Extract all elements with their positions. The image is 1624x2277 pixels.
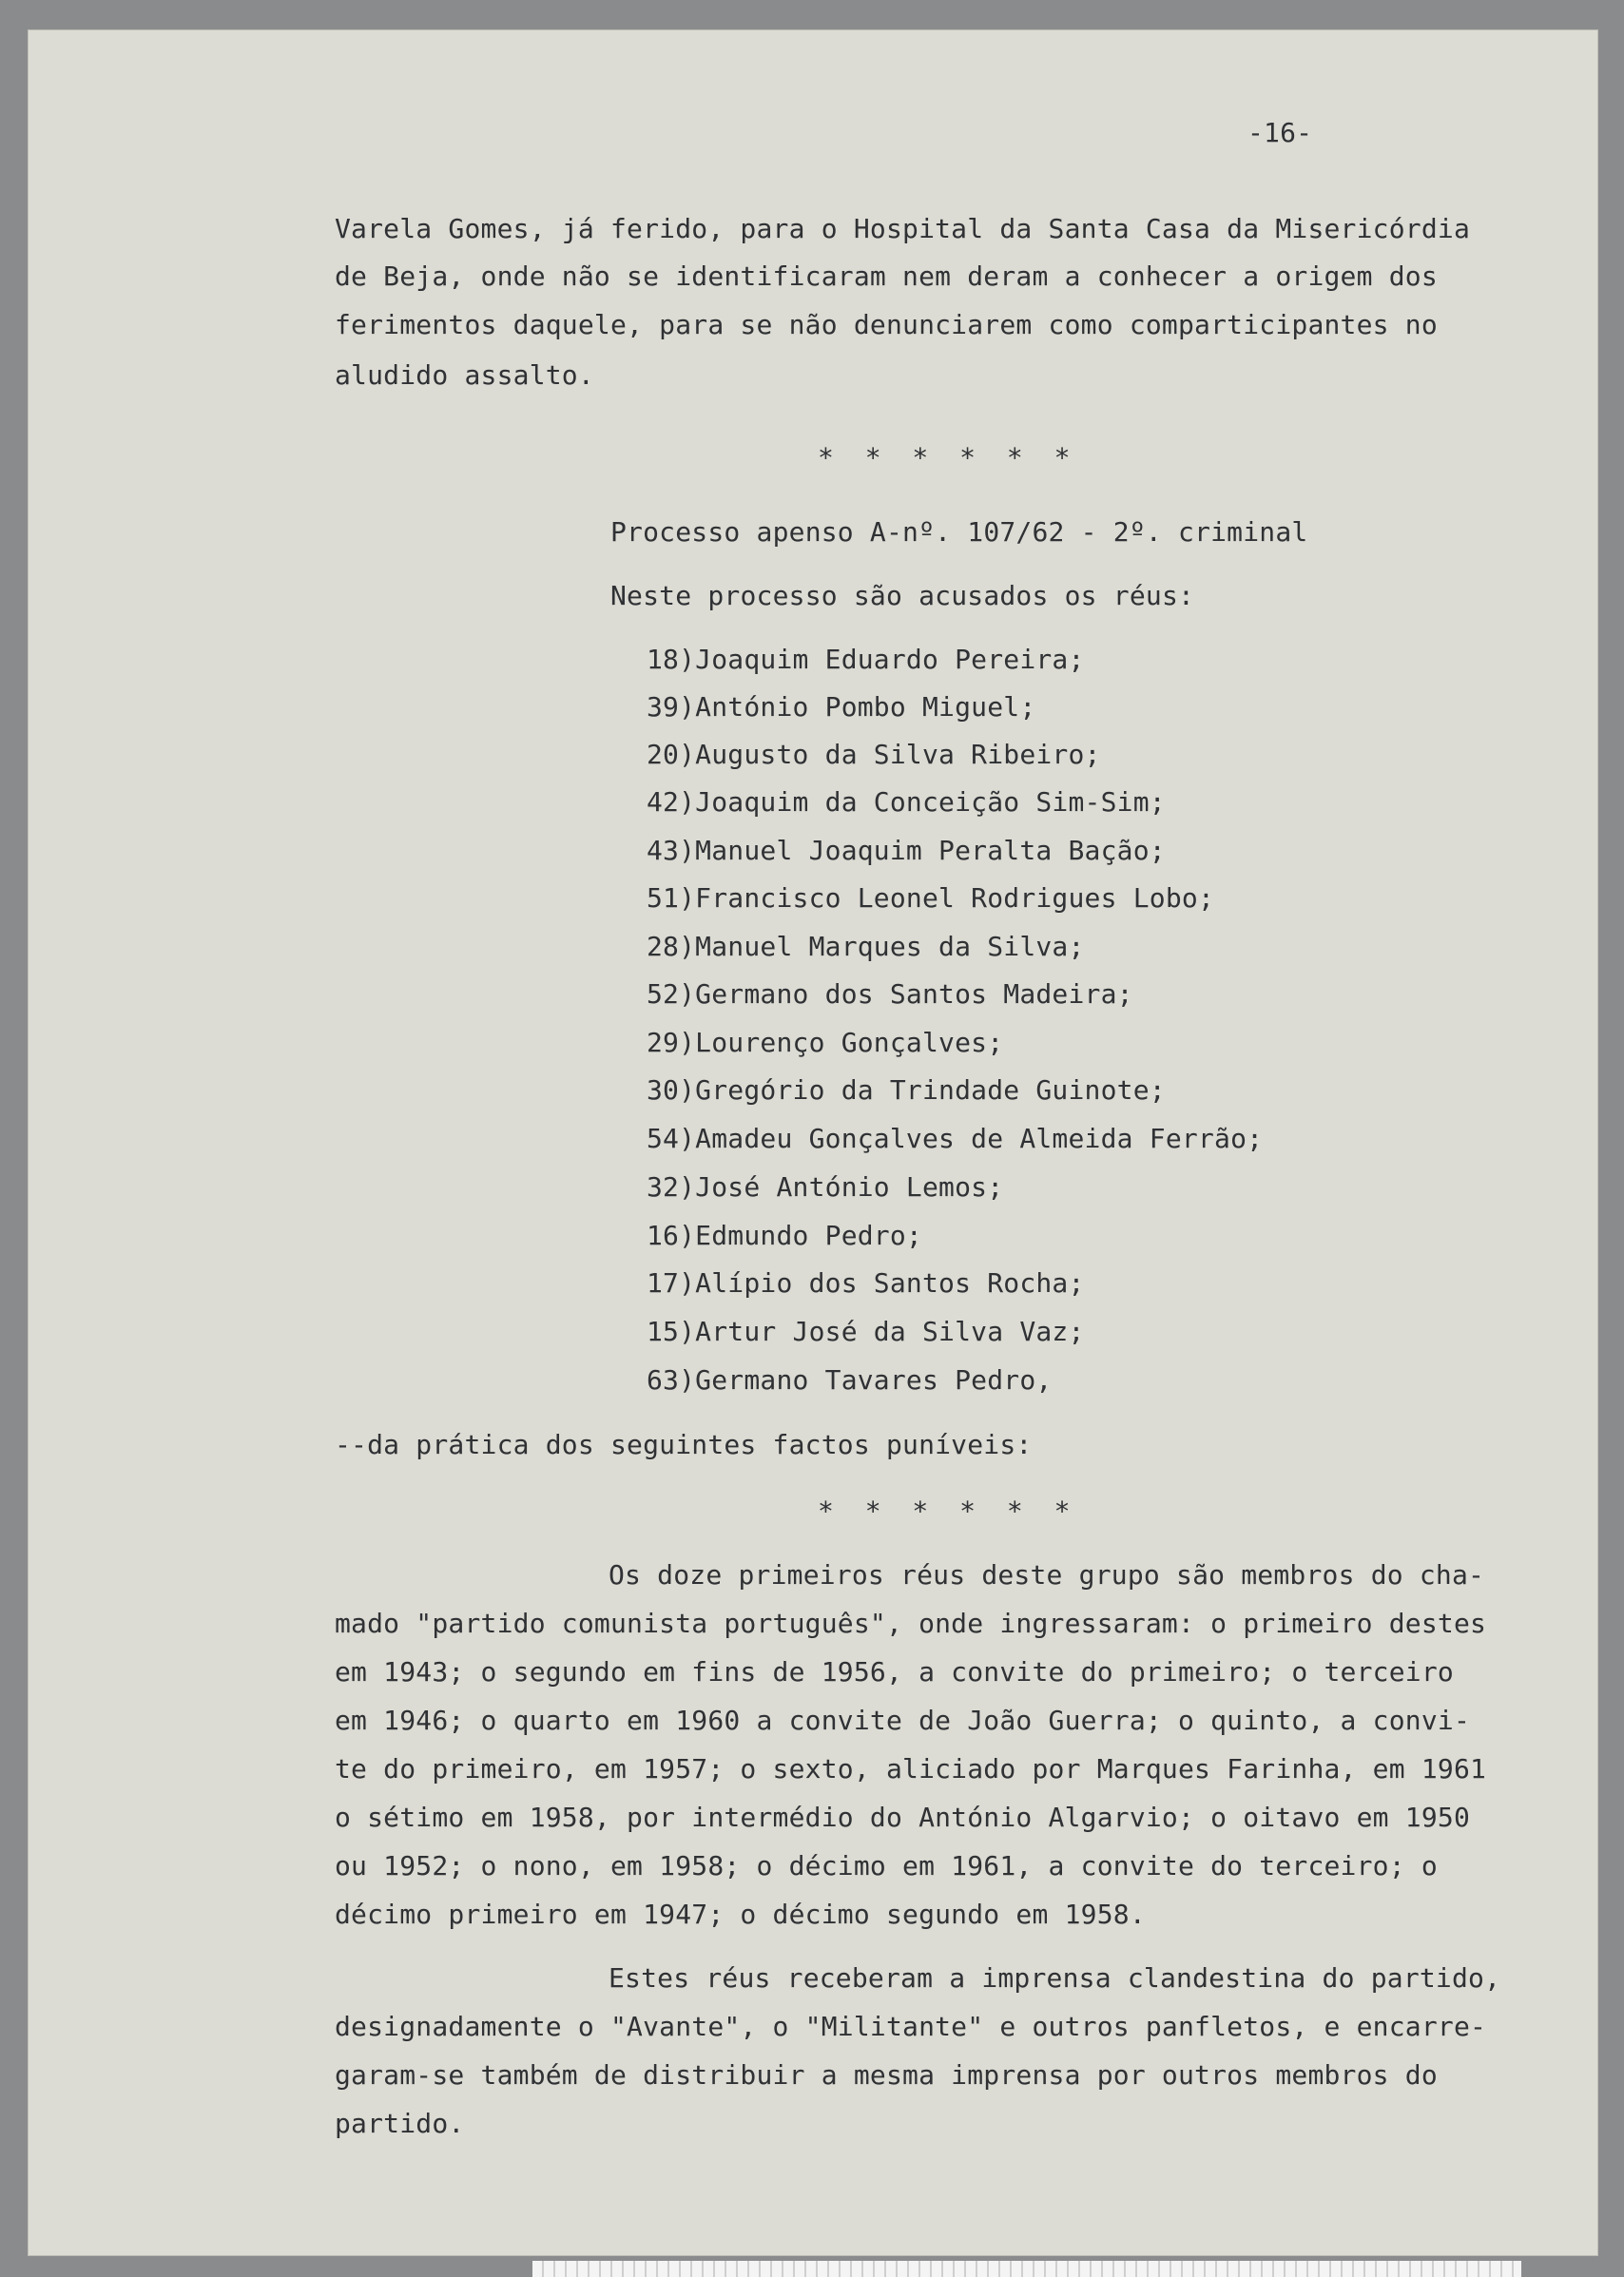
list-item: 51)Francisco Leonel Rodrigues Lobo; (647, 882, 1215, 914)
text-line: garam-se também de distribuir a mesma imprensa por outros membros do (335, 2059, 1438, 2091)
list-item: 15)Artur José da Silva Vaz; (647, 1316, 1085, 1347)
list-item: 29)Lourenço Gonçalves; (647, 1027, 1004, 1058)
list-item: 52)Germano dos Santos Madeira; (647, 978, 1133, 1010)
text-line: aludido assalto. (335, 359, 594, 391)
accused-intro: Neste processo são acusados os réus: (610, 580, 1195, 611)
list-item: 30)Gregório da Trindade Guinote; (647, 1074, 1166, 1106)
list-item: 32)José António Lemos; (647, 1171, 1004, 1203)
list-item: 17)Alípio dos Santos Rocha; (647, 1267, 1085, 1299)
list-item: 20)Augusto da Silva Ribeiro; (647, 739, 1101, 770)
text-line: te do primeiro, em 1957; o sexto, aliciado por Marques Farinha, em 1961 (335, 1753, 1487, 1785)
list-item: 28)Manuel Marques da Silva; (647, 931, 1085, 962)
text-line: ferimentos daquele, para se não denunciarem como comparticipantes no (335, 309, 1438, 340)
text-line: de Beja, onde não se identificaram nem deram a conhecer a origem dos (335, 261, 1438, 292)
text-line: Estes réus receberam a imprensa clandestina do partido, (609, 1962, 1501, 1994)
text-line: Os doze primeiros réus deste grupo são membros do cha- (609, 1559, 1485, 1591)
text-line: o sétimo em 1958, por intermédio do António Algarvio; o oitavo em 1950 (335, 1802, 1471, 1833)
list-item: 63)Germano Tavares Pedro, (647, 1364, 1053, 1396)
list-item: 16)Edmundo Pedro; (647, 1220, 922, 1251)
facts-intro: --da prática dos seguintes factos puníveis: (335, 1429, 1033, 1460)
list-item: 18)Joaquim Eduardo Pereira; (647, 644, 1085, 675)
text-line: mado "partido comunista português", onde ingressaram: o primeiro destes (335, 1608, 1487, 1639)
separator-asterisks: * * * * * * (818, 1495, 1078, 1527)
text-line: décimo primeiro em 1947; o décimo segundo em 1958. (335, 1899, 1146, 1930)
list-item: 42)Joaquim da Conceição Sim-Sim; (647, 786, 1166, 818)
list-item: 39)António Pombo Miguel; (647, 691, 1036, 723)
case-title: Processo apenso A-nº. 107/62 - 2º. criminal (610, 516, 1308, 548)
scale-strip (532, 2261, 1521, 2277)
text-line: em 1946; o quarto em 1960 a convite de João Guerra; o quinto, a convi- (335, 1705, 1471, 1736)
text-line: ou 1952; o nono, em 1958; o décimo em 1961, a convite do terceiro; o (335, 1850, 1438, 1881)
text-line: partido. (335, 2108, 465, 2139)
text-line: Varela Gomes, já ferido, para o Hospital da Santa Casa da Misericórdia (335, 213, 1471, 244)
text-line: designadamente o "Avante", o "Militante" e outros panfletos, e encarre- (335, 2011, 1487, 2042)
page-number: -16- (1247, 117, 1313, 148)
text-line: em 1943; o segundo em fins de 1956, a convite do primeiro; o terceiro (335, 1656, 1454, 1688)
list-item: 54)Amadeu Gonçalves de Almeida Ferrão; (647, 1123, 1264, 1154)
separator-asterisks: * * * * * * (818, 442, 1078, 473)
list-item: 43)Manuel Joaquim Peralta Bação; (647, 835, 1166, 866)
